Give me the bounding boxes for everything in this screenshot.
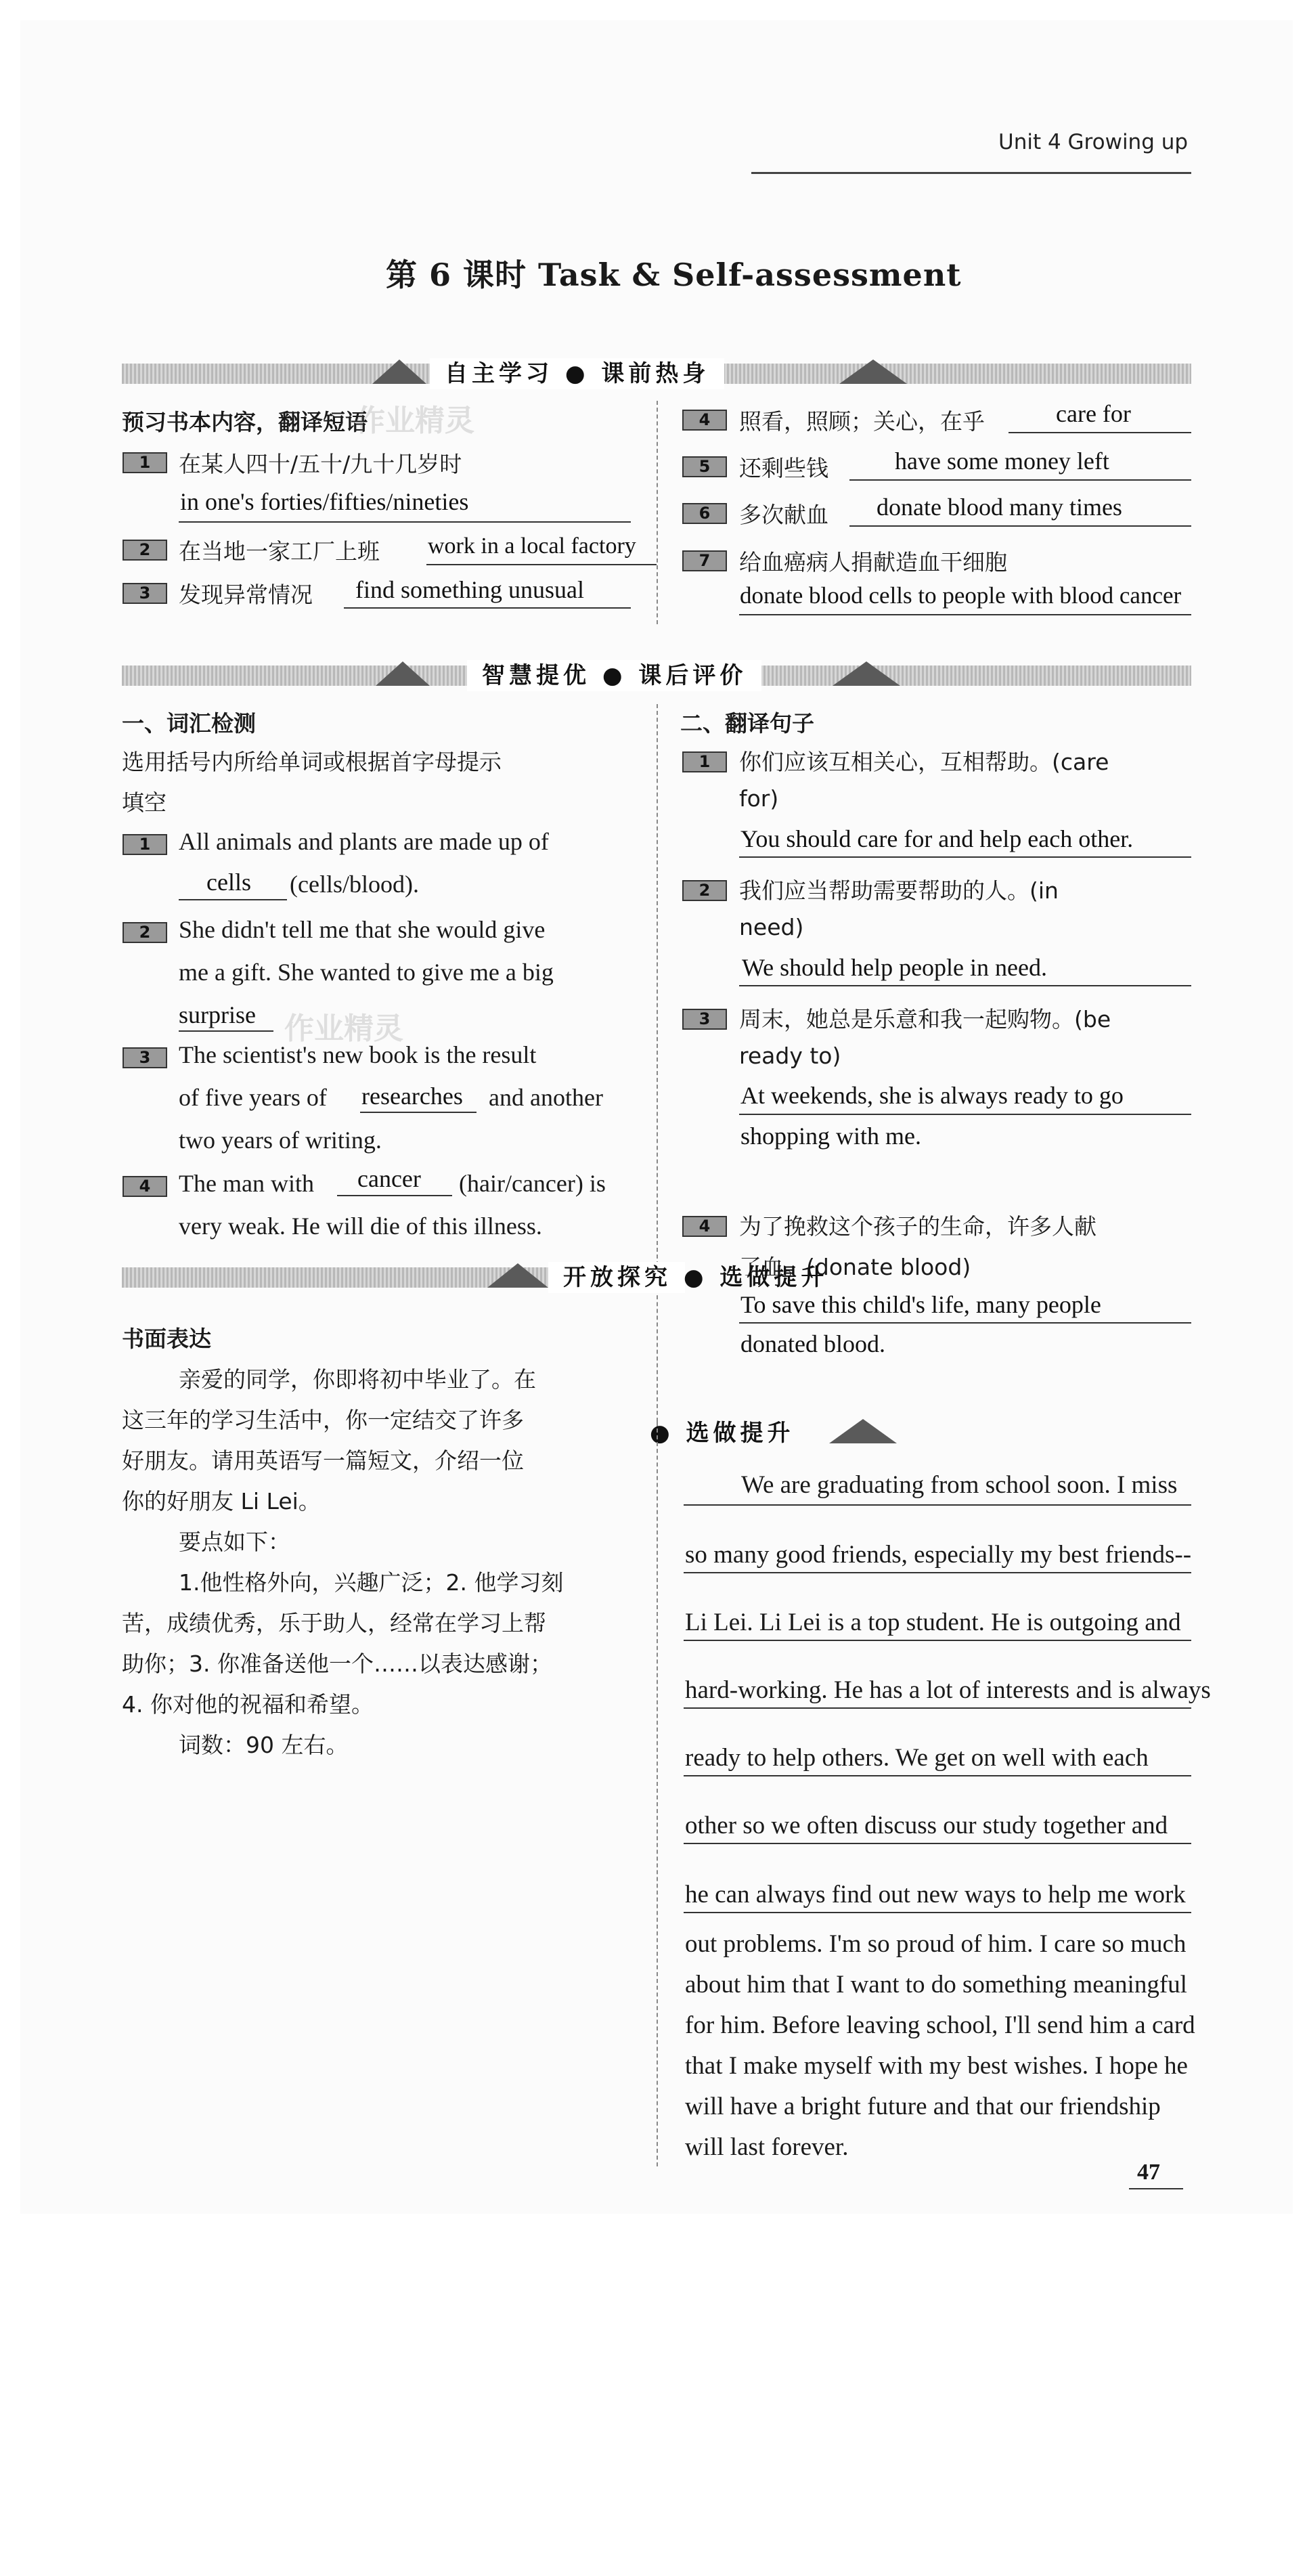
- writing-prompt-line: 词数：90 左右。: [179, 1732, 349, 1758]
- writing-prompt-line: 1.他性格外向，兴趣广泛；2. 他学习刻: [179, 1569, 564, 1596]
- vocab-answer: surprise: [179, 1001, 256, 1028]
- vocab-q-text: (hair/cancer) is: [459, 1170, 606, 1197]
- essay-line: will last forever.: [685, 2133, 849, 2161]
- translate-answer: To save this child's life, many people: [740, 1291, 1101, 1318]
- answer-line: [426, 564, 657, 565]
- band-triangle-left: [376, 661, 430, 686]
- answer-line: [739, 1322, 1191, 1324]
- vocab-q-text: The man with: [179, 1170, 314, 1197]
- writing-prompt-line: 要点如下：: [179, 1529, 290, 1555]
- vocab-q-text: All animals and plants are made up of: [179, 828, 549, 855]
- band-triangle-right: [829, 1419, 897, 1443]
- phrase-answer: work in a local factory: [428, 533, 636, 559]
- answer-line: [344, 607, 631, 609]
- phrase-answer: donate blood cells to people with blood cancer: [740, 582, 1182, 609]
- column-divider: [657, 1422, 658, 2166]
- essay-line: hard-working. He has a lot of interests and is always: [685, 1676, 1211, 1704]
- item-number: 7: [682, 550, 727, 571]
- answer-line: [739, 856, 1191, 858]
- phrase-cn: 多次献血: [739, 502, 828, 528]
- section-band-review: [122, 662, 1191, 689]
- answer-line: [179, 899, 287, 900]
- section-label-preview: 自主学习 ● 课前热身: [430, 358, 724, 389]
- writing-prompt-line: 你的好朋友 Li Lei。: [122, 1488, 321, 1514]
- writing-rule: [684, 1504, 1191, 1506]
- vocab-answer: cancer: [357, 1165, 421, 1192]
- item-number: 1: [123, 452, 167, 473]
- vocab-q-text: two years of writing.: [179, 1127, 382, 1154]
- page-number-rule: [1129, 2188, 1183, 2189]
- watermark: 作业精灵: [355, 403, 474, 438]
- band-triangle-right: [833, 661, 900, 686]
- translate-cn: 周末，她总是乐意和我一起购物。(be: [739, 1006, 1111, 1032]
- writing-rule: [684, 1843, 1191, 1844]
- band-triangle-left: [372, 359, 426, 384]
- item-number: 3: [682, 1009, 727, 1030]
- phrase-cn: 在某人四十/五十/九十几岁时: [179, 451, 462, 477]
- answer-line: [739, 1114, 1191, 1115]
- essay-line: he can always find out new ways to help me work: [685, 1881, 1186, 1908]
- vocab-q-text: She didn't tell me that she would give: [179, 916, 546, 943]
- essay-line: We are graduating from school soon. I miss: [741, 1471, 1178, 1499]
- answer-line: [849, 525, 1191, 527]
- vocab-heading: 一、词汇检测: [122, 710, 256, 737]
- item-number: 4: [682, 1216, 727, 1237]
- translate-answer: shopping with me.: [740, 1122, 921, 1150]
- item-number: 1: [123, 834, 167, 855]
- writing-rule: [684, 1707, 1191, 1709]
- answer-line: [179, 521, 631, 523]
- translate-answer: We should help people in need.: [742, 954, 1047, 981]
- phrase-answer: donate blood many times: [877, 494, 1122, 521]
- phrase-answer: in one's forties/fifties/nineties: [180, 488, 469, 515]
- writing-rule: [684, 1640, 1191, 1641]
- item-number: 1: [682, 751, 727, 772]
- column-divider: [657, 401, 658, 624]
- essay-line: Li Lei. Li Lei is a top student. He is outgoing and: [685, 1609, 1181, 1636]
- band-triangle-left: [487, 1263, 548, 1288]
- writing-prompt-line: 亲爱的同学，你即将初中毕业了。在: [179, 1366, 536, 1393]
- answer-line: [849, 479, 1191, 481]
- writing-prompt-line: 助你；3. 你准备送他一个……以表达感谢；: [122, 1651, 552, 1677]
- translate-cn: 了血。(donate blood): [739, 1254, 971, 1280]
- answer-line: [739, 985, 1191, 986]
- writing-rule: [684, 1775, 1191, 1776]
- phrase-cn: 给血癌病人捐献造血干细胞: [739, 549, 1007, 575]
- phrase-cn: 发现异常情况: [179, 582, 313, 608]
- translate-cn: need): [739, 914, 804, 940]
- translate-cn: 你们应该互相关心，互相帮助。(care: [739, 749, 1109, 775]
- unit-header: Unit 4 Growing up: [998, 130, 1189, 154]
- vocab-answer: researches: [361, 1083, 463, 1110]
- preview-instruction: 预习书本内容，翻译短语: [122, 409, 368, 435]
- section-label-review: 智慧提优 ● 课后评价: [467, 660, 761, 691]
- translate-heading: 二、翻译句子: [680, 710, 814, 737]
- section-label-open-cont: ● 选做提升: [650, 1420, 795, 1447]
- answer-line: [337, 1195, 452, 1196]
- vocab-instruction: 填空: [122, 789, 167, 816]
- essay-line: that I make myself with my best wishes. I hope he: [685, 2052, 1188, 2080]
- item-number: 3: [123, 583, 167, 604]
- writing-heading: 书面表达: [122, 1326, 211, 1352]
- translate-answer: donated blood.: [740, 1330, 885, 1357]
- item-number: 2: [682, 880, 727, 901]
- vocab-q-text: very weak. He will die of this illness.: [179, 1213, 542, 1240]
- vocab-q-text: of five years of: [179, 1084, 327, 1111]
- phrase-cn: 还剩些钱: [739, 455, 828, 481]
- essay-line: out problems. I'm so proud of him. I care so much: [685, 1930, 1187, 1958]
- writing-prompt-line: 4. 你对他的祝福和希望。: [122, 1691, 374, 1718]
- essay-line: ready to help others. We get on well with each: [685, 1744, 1149, 1772]
- answer-line: [739, 614, 1191, 615]
- item-number: 6: [682, 503, 727, 524]
- phrase-answer: have some money left: [895, 447, 1109, 475]
- writing-prompt-line: 好朋友。请用英语写一篇短文，介绍一位: [122, 1447, 524, 1474]
- phrase-cn: 在当地一家工厂上班: [179, 538, 380, 565]
- item-number: 4: [123, 1176, 167, 1197]
- translate-cn: for): [739, 785, 779, 812]
- phrase-answer: find something unusual: [355, 576, 584, 603]
- phrase-answer: care for: [1056, 400, 1131, 427]
- section-band-preview: [122, 360, 1191, 387]
- section-band-open-cont: [650, 1420, 1191, 1447]
- watermark: 作业精灵: [284, 1011, 403, 1046]
- writing-prompt-line: 这三年的学习生活中，你一定结交了许多: [122, 1407, 524, 1433]
- item-number: 2: [123, 922, 167, 943]
- phrase-cn: 照看，照顾；关心，在乎: [739, 408, 985, 435]
- translate-answer: You should care for and help each other.: [740, 825, 1134, 852]
- page-number: 47: [1137, 2160, 1160, 2185]
- vocab-answer: cells: [206, 869, 251, 896]
- item-number: 4: [682, 410, 727, 431]
- item-number: 3: [123, 1047, 167, 1068]
- section-label-open: 开放探究 ● 选做提升: [548, 1262, 685, 1293]
- vocab-q-text: The scientist's new book is the result: [179, 1041, 537, 1068]
- essay-line: about him that I want to do something meaningful: [685, 1971, 1187, 1999]
- translate-cn: ready to): [739, 1043, 841, 1069]
- section-band-open: [122, 1264, 828, 1291]
- answer-line: [179, 1030, 273, 1032]
- essay-line: for him. Before leaving school, I'll send him a card: [685, 2011, 1195, 2039]
- vocab-q-text: me a gift. She wanted to give me a big: [179, 959, 554, 986]
- translate-answer: At weekends, she is always ready to go: [740, 1082, 1124, 1109]
- translate-cn: 我们应当帮助需要帮助的人。(in: [739, 877, 1059, 904]
- vocab-q-text: and another: [489, 1084, 603, 1111]
- item-number: 2: [123, 540, 167, 561]
- writing-rule: [684, 1572, 1191, 1573]
- lesson-title: 第 6 课时 Task & Self-assessment: [386, 257, 962, 293]
- header-rule: [751, 172, 1191, 174]
- essay-line: will have a bright future and that our friendship: [685, 2093, 1161, 2120]
- writing-prompt-line: 苦，成绩优秀，乐于助人，经常在学习上帮: [122, 1610, 546, 1636]
- vocab-q-text: (cells/blood).: [290, 871, 419, 898]
- writing-rule: [684, 1912, 1191, 1913]
- answer-line: [1009, 432, 1191, 433]
- vocab-instruction: 选用括号内所给单词或根据首字母提示: [122, 749, 502, 775]
- column-divider: [657, 704, 658, 1428]
- translate-cn: 为了挽救这个孩子的生命，许多人献: [739, 1213, 1096, 1240]
- band-triangle-right: [839, 359, 907, 384]
- essay-line: other so we often discuss our study together and: [685, 1812, 1168, 1839]
- item-number: 5: [682, 456, 727, 477]
- answer-line: [360, 1112, 477, 1113]
- essay-line: so many good friends, especially my best friends--: [685, 1541, 1192, 1569]
